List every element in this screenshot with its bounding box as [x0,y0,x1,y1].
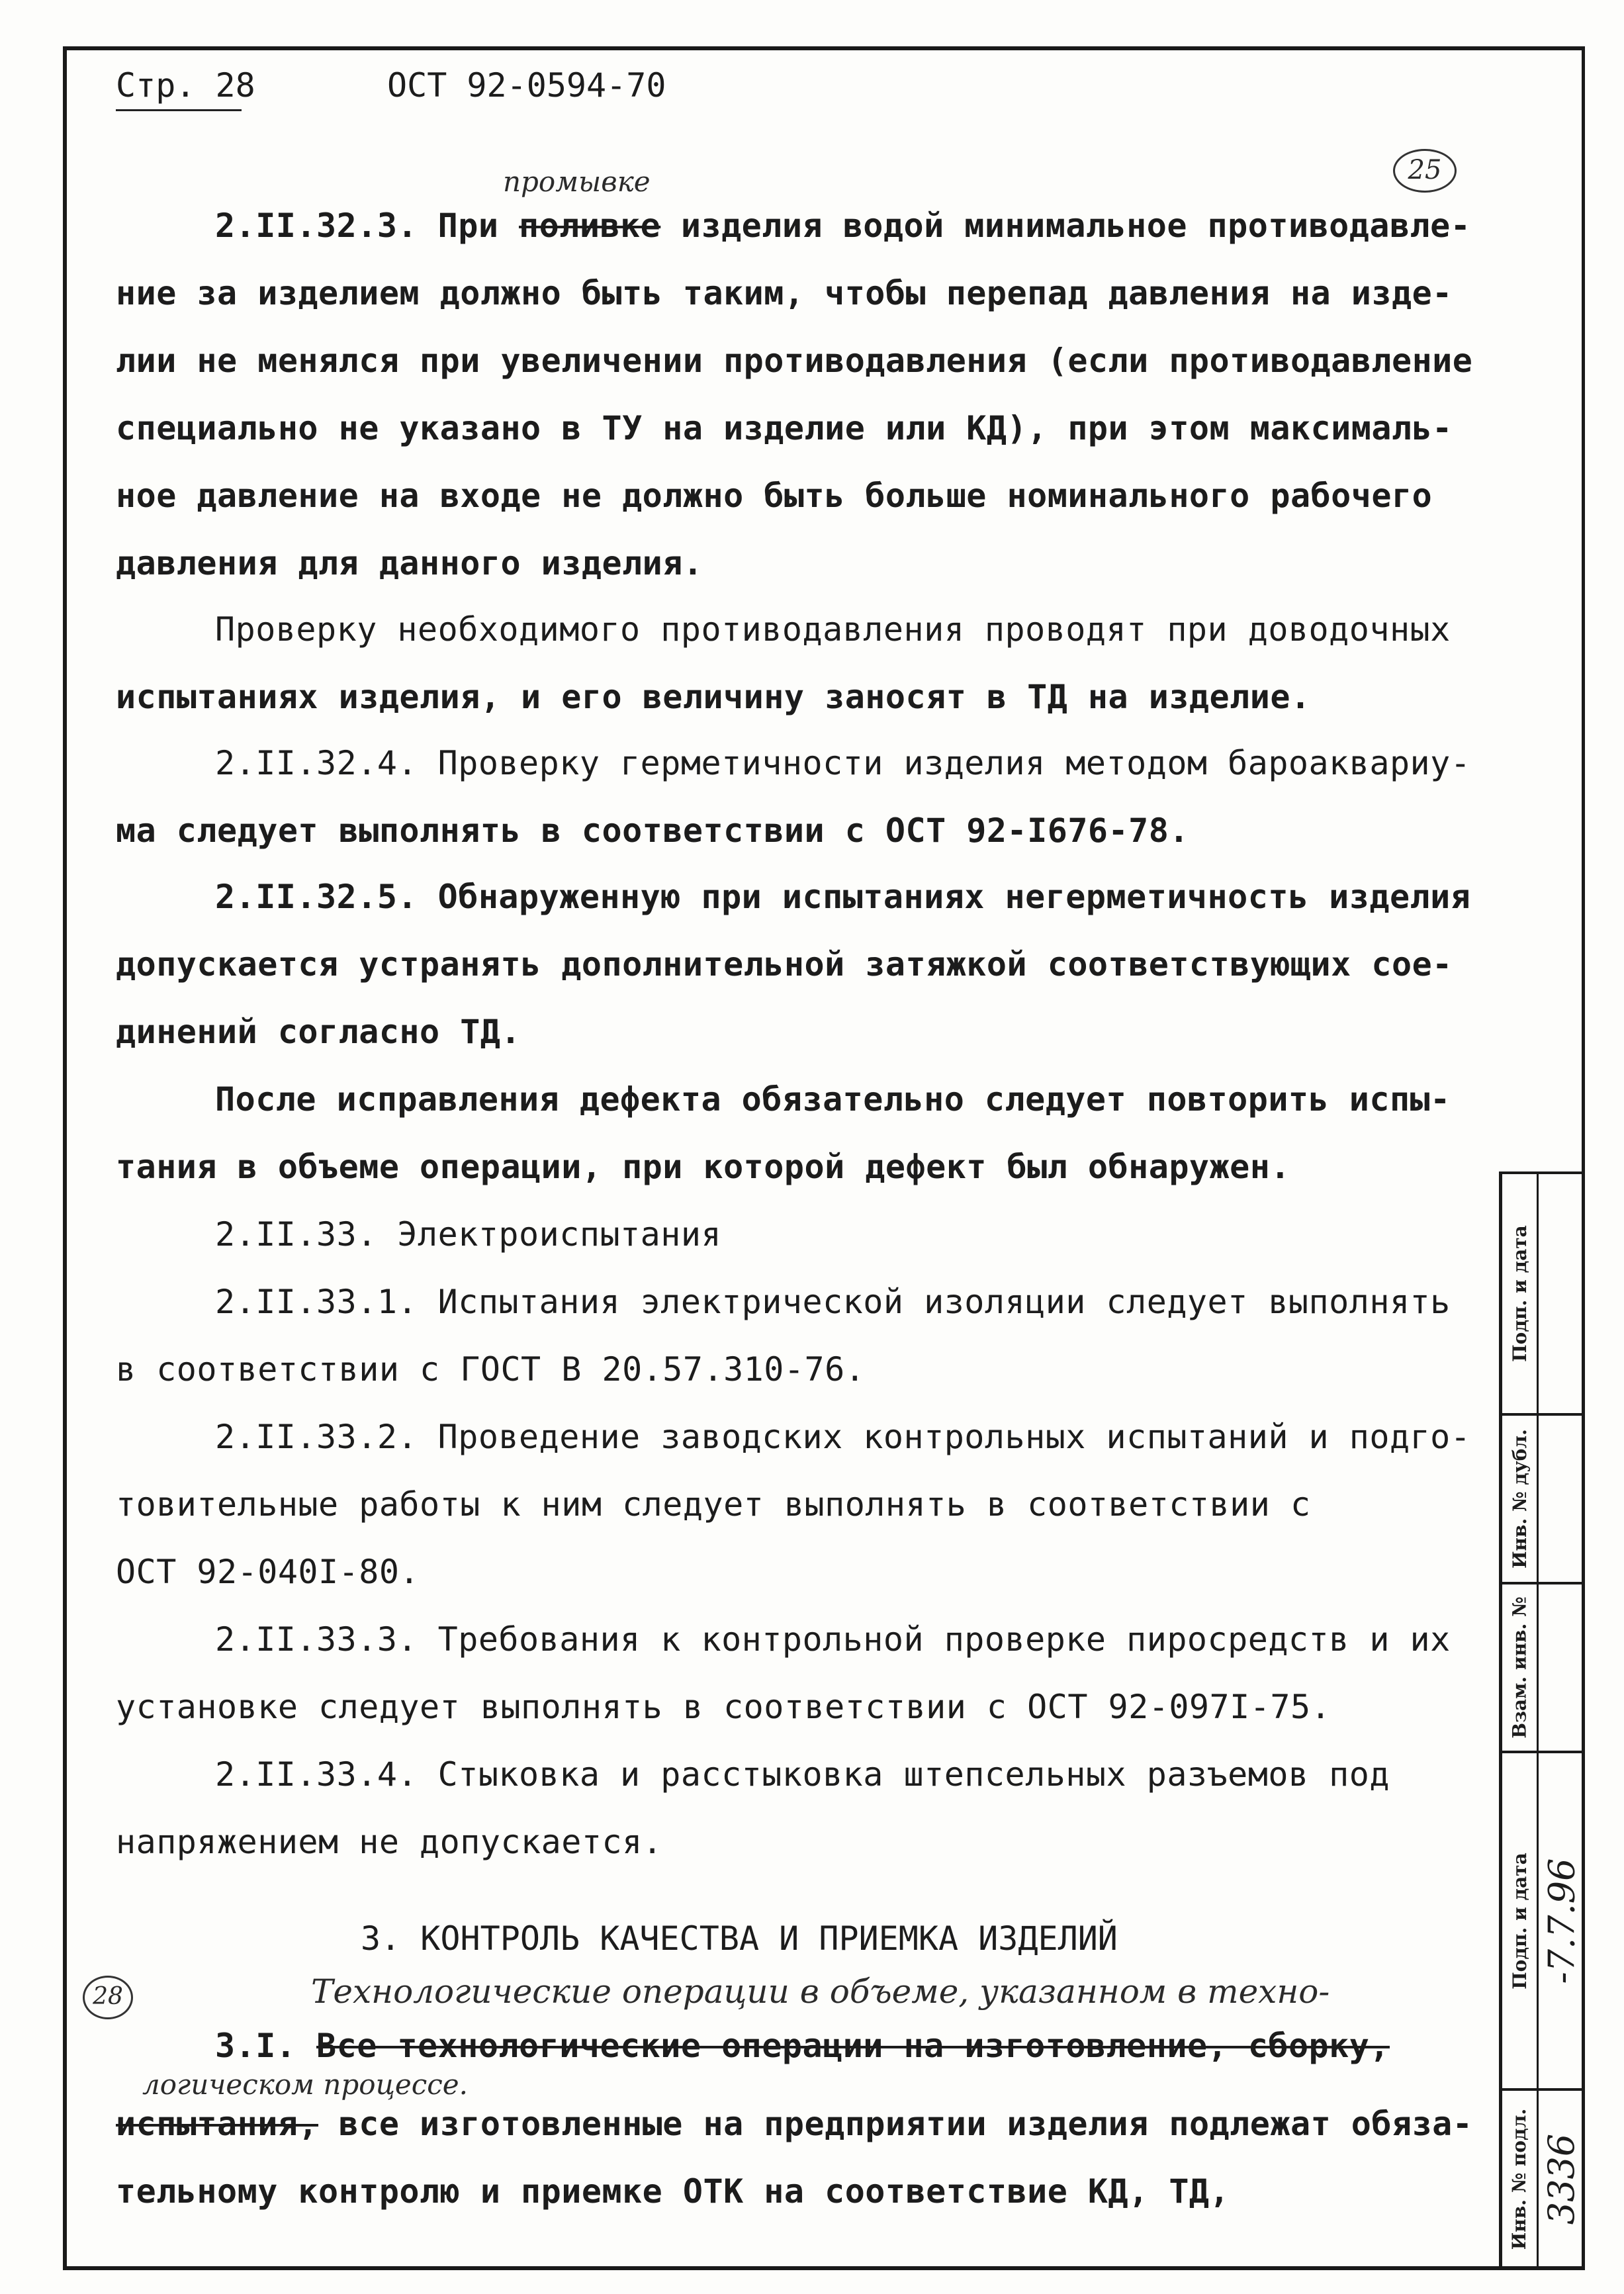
stamp-label: Подп. и дата [1508,1225,1531,1362]
subsection-heading: 2.II.33. Электроиспытания [215,1215,722,1254]
stamp-inventory-number: 3336 [1541,2133,1583,2225]
para-line: ОСТ 92-040I-80. [116,1553,420,1591]
para-line: 2.II.33.2. Проведение заводских контрольных испытаний и подго- [215,1418,1471,1456]
left-circled-mark: 28 [83,1976,133,2019]
stamp-value [1541,1584,1583,1751]
para-line: давления для данного изделия. [116,544,703,582]
para-line: 2.II.33.3. Требования к контрольной проверке пиросредств и их [215,1620,1451,1659]
item-number: 3.I. [215,2027,296,2065]
para-line: 2.II.32.5. Обнаруженную при испытаниях негерметичность изделия [215,878,1471,916]
text-fragment: изделия водой минимальное противодавле- [660,206,1471,245]
para-line: ное давление на входе не должно быть больше номинального рабочего [116,477,1433,515]
stamp-signature-date: -7.7.96 [1541,1857,1583,1984]
text-fragment: 2.II.32.3. При [215,206,519,245]
para-line: напряжением не допускается. [116,1823,663,1861]
stamp-label: Взам. инв. № [1508,1596,1531,1739]
text-fragment: все изготовленные на предприятии изделия подлежат обяза- [338,2105,1473,2143]
page-number-label: Стр. 28 [116,66,255,105]
para-3-1-line-2 [116,2105,1472,2143]
para-line: испытаниях изделия, и его величину заносят в ТД на изделие. [116,678,1311,716]
handwritten-insert-word: промывке [503,165,651,198]
stamp-value [1541,1416,1583,1582]
para-line: лии не менялся при увеличении противодавления (если противодавление [116,342,1473,380]
handwritten-insert-line-1: Технологические операции в объеме, указанном в техно- [311,1972,1330,2011]
para-line: 2.II.33.1. Испытания электрической изоляции следует выполнять [215,1283,1451,1321]
para-line: После исправления дефекта обязательно следует повторить испы- [215,1080,1451,1119]
stamp-label: Подп. и дата [1508,1852,1531,1990]
para-2-11-32-3-line-1 [215,206,1470,245]
para-line: ма следует выполнять в соответствии с ОСТ 92-I676-78. [116,811,1189,850]
para-line: 2.II.32.4. Проверку герметичности изделия методом бароаквариу- [215,744,1471,782]
stamp-label: Инв. № дубл. [1508,1429,1531,1569]
para-line: допускается устранять дополнительной затяжкой соответствующих сое- [116,945,1453,984]
para-line: товительные работы к ним следует выполнять в соответствии с [116,1485,1311,1524]
sheet-number-mark: 25 [1393,149,1457,193]
para-line: в соответствии с ГОСТ В 20.57.310-76. [116,1350,866,1389]
header-underline [116,109,242,111]
para-line: Проверку необходимого противодавления проводят при доводочных [215,610,1451,649]
para-line: установке следует выполнять в соответствии с ОСТ 92-097I-75. [116,1688,1331,1726]
para-line: ние за изделием должно быть таким, чтобы перепад давления на изде- [116,274,1453,312]
para-line: тания в объеме операции, при которой дефект был обнаружен. [116,1148,1290,1186]
para-line: динений согласно ТД. [116,1013,521,1051]
stamp-column-divider [1502,1171,1539,2267]
handwritten-insert-line-2: логическом процессе. [142,2068,468,2101]
stamp-label: Инв. № подл. [1508,2108,1531,2250]
struck-word: поливке [519,206,661,245]
para-line: тельному контролю и приемке ОТК на соответствие КД, ТД, [116,2172,1230,2211]
para-3-1-line-1 [215,2027,1390,2065]
standard-code: ОСТ 92-0594-70 [387,66,666,105]
struck-text: Все технологические операции на изготовление, сборку, [316,2027,1390,2065]
para-line: специально не указано в ТУ на изделие или КД), при этом максималь- [116,409,1453,447]
record-stamp-column [1499,1171,1582,2267]
stamp-value [1541,1174,1583,1413]
struck-text: испытания, [116,2105,319,2143]
section-title: 3. КОНТРОЛЬ КАЧЕСТВА И ПРИЕМКА ИЗДЕЛИЙ [361,1919,1118,1958]
para-line: 2.II.33.4. Стыковка и расстыковка штепсельных разъемов под [215,1755,1390,1794]
